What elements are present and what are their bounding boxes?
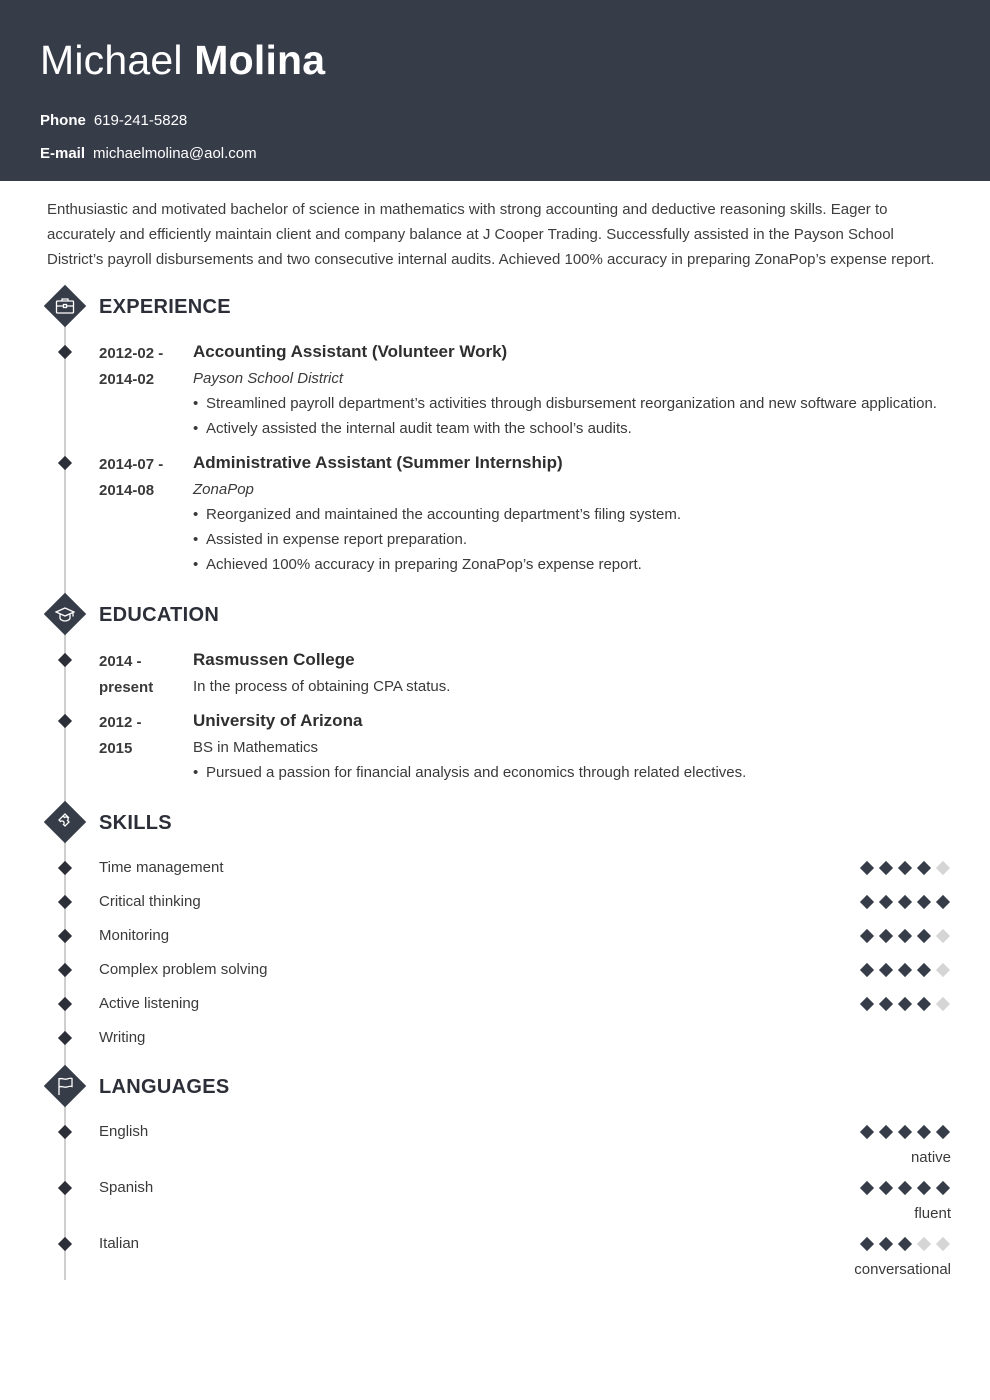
skill-rating (861, 861, 949, 875)
skill-item (99, 1028, 951, 1048)
rating-diamond-filled (898, 861, 912, 875)
candidate-name (40, 36, 325, 84)
rating-diamond-empty (936, 1237, 950, 1251)
rating-diamond-filled (879, 963, 893, 977)
entry-date (99, 341, 189, 393)
duty-item: • Achieved 100% accuracy in preparing ZonaPop’s expense report. (193, 552, 953, 577)
email-value[interactable]: michaelmolina@aol.com (93, 145, 257, 162)
language-level: native (910, 1149, 951, 1166)
education-notes (193, 760, 953, 785)
skill-item (99, 892, 951, 912)
rating-diamond-filled (860, 1125, 874, 1139)
school-name: University of Arizona (193, 711, 363, 730)
rating-diamond-filled (879, 1237, 893, 1251)
rating-diamond-filled (879, 929, 893, 943)
language-item (99, 1122, 951, 1168)
contact-email (40, 145, 257, 163)
contact-phone (40, 112, 187, 130)
rating-diamond-filled (860, 895, 874, 909)
rating-diamond-filled (936, 895, 950, 909)
rating-diamond-filled (898, 1237, 912, 1251)
language-name: Spanish (99, 1179, 154, 1196)
rating-diamond-filled (898, 1125, 912, 1139)
rating-diamond-filled (860, 1237, 874, 1251)
skill-rating (861, 997, 949, 1011)
skill-item (99, 994, 951, 1014)
skill-name: Active listening (99, 995, 200, 1012)
skill-name: Monitoring (99, 927, 170, 944)
job-duties (193, 391, 953, 441)
section-education-header (44, 593, 644, 635)
rating-diamond-filled (898, 1181, 912, 1195)
phone-label: Phone (40, 112, 86, 129)
language-rating (861, 1125, 949, 1139)
section-experience-header (44, 285, 644, 327)
rating-diamond-empty (936, 997, 950, 1011)
date-start: 2012-02 - (99, 345, 164, 362)
briefcase-icon (44, 285, 86, 327)
resume-header (0, 0, 990, 181)
skill-name: Time management (99, 859, 224, 876)
skill-rating (861, 895, 949, 909)
language-rating (861, 1181, 949, 1195)
timeline-bullet (58, 861, 72, 875)
timeline-bullet (58, 1237, 72, 1251)
email-label: E-mail (40, 145, 86, 162)
rating-diamond-filled (917, 963, 931, 977)
rating-diamond-filled (936, 1125, 950, 1139)
duty-item: • Actively assisted the internal audit team with the school’s audits. (193, 416, 953, 441)
rating-diamond-empty (917, 1237, 931, 1251)
rating-diamond-filled (917, 997, 931, 1011)
rating-diamond-filled (917, 861, 931, 875)
entry-date (99, 710, 189, 762)
timeline-bullet (58, 1031, 72, 1045)
rating-diamond-filled (860, 997, 874, 1011)
rating-diamond-filled (879, 997, 893, 1011)
timeline-bullet (58, 714, 72, 728)
rating-diamond-filled (879, 1125, 893, 1139)
language-name: Italian (99, 1235, 140, 1252)
timeline-bullet (58, 1125, 72, 1139)
skill-item (99, 960, 951, 980)
rating-diamond-filled (898, 929, 912, 943)
skill-item (99, 858, 951, 878)
rating-diamond-filled (936, 1181, 950, 1195)
rating-diamond-filled (898, 963, 912, 977)
timeline-bullet (58, 456, 72, 470)
rating-diamond-filled (879, 1181, 893, 1195)
skill-rating (861, 963, 949, 977)
duty-item: • Reorganized and maintained the accounting department’s filing system. (193, 502, 953, 527)
rating-diamond-empty (936, 963, 950, 977)
flag-icon (44, 1065, 86, 1107)
job-duties (193, 502, 953, 577)
rating-diamond-filled (860, 963, 874, 977)
duty-item: • Streamlined payroll department’s activities through disbursement reorganization and new software application. (193, 391, 953, 416)
section-title: EXPERIENCE (99, 296, 231, 318)
section-skills-header (44, 801, 644, 843)
rating-diamond-empty (936, 861, 950, 875)
last-name: Molina (194, 37, 326, 83)
job-title: Administrative Assistant (Summer Internship) (193, 453, 563, 472)
rating-diamond-filled (917, 1181, 931, 1195)
timeline-bullet (58, 895, 72, 909)
timeline-bullet (58, 963, 72, 977)
rating-diamond-filled (898, 997, 912, 1011)
puzzle-piece-icon (44, 801, 86, 843)
skill-name: Complex problem solving (99, 961, 268, 978)
language-item (99, 1234, 951, 1280)
degree-detail: BS in Mathematics (193, 739, 319, 756)
rating-diamond-filled (860, 861, 874, 875)
entry-date (99, 452, 189, 504)
rating-diamond-filled (917, 1125, 931, 1139)
rating-diamond-filled (917, 929, 931, 943)
timeline-bullet (58, 929, 72, 943)
graduation-cap-icon (44, 593, 86, 635)
rating-diamond-filled (917, 895, 931, 909)
first-name: Michael (40, 37, 183, 83)
section-title: EDUCATION (99, 604, 220, 626)
language-level: fluent (914, 1205, 951, 1222)
timeline-bullet (58, 653, 72, 667)
timeline-bullet (58, 997, 72, 1011)
job-title: Accounting Assistant (Volunteer Work) (193, 342, 508, 361)
date-start: 2014 - (99, 653, 142, 670)
rating-diamond-empty (936, 929, 950, 943)
note-item: • Pursued a passion for financial analysis and economics through related electives. (193, 760, 953, 785)
profile-summary: Enthusiastic and motivated bachelor of science in mathematics with strong accounting and deductive reasoning skills. Eager to accurately and efficiently maintain client and company balance at J Cooper Trading. Successfully assisted in the Payson School District’s payroll disbursements and two consecutive internal audits. Achieved 100% accuracy in preparing ZonaPop’s expense report. (47, 201, 935, 268)
language-rating (861, 1237, 949, 1251)
degree-detail: In the process of obtaining CPA status. (193, 678, 451, 695)
timeline-bullet (58, 345, 72, 359)
skill-name: Writing (99, 1029, 146, 1046)
date-end: 2015 (99, 740, 133, 757)
language-name: English (99, 1123, 149, 1140)
date-end: 2014-02 (99, 371, 155, 388)
section-title: LANGUAGES (99, 1076, 230, 1098)
skill-item (99, 926, 951, 946)
date-start: 2012 - (99, 714, 142, 731)
language-item (99, 1178, 951, 1224)
entry-date (99, 649, 189, 701)
duty-item: • Assisted in expense report preparation. (193, 527, 953, 552)
rating-diamond-filled (879, 861, 893, 875)
employer: ZonaPop (193, 481, 254, 498)
skill-name: Critical thinking (99, 893, 201, 910)
date-start: 2014-07 - (99, 456, 164, 473)
section-languages-header (44, 1065, 644, 1107)
rating-diamond-filled (898, 895, 912, 909)
rating-diamond-filled (879, 895, 893, 909)
date-end: 2014-08 (99, 482, 155, 499)
employer: Payson School District (193, 370, 344, 387)
language-level: conversational (854, 1261, 951, 1278)
skill-rating (861, 929, 949, 943)
section-title: SKILLS (99, 812, 172, 834)
rating-diamond-filled (860, 1181, 874, 1195)
school-name: Rasmussen College (193, 650, 355, 669)
timeline-bullet (58, 1181, 72, 1195)
date-end: present (99, 679, 154, 696)
phone-value: 619-241-5828 (93, 112, 188, 129)
rating-diamond-filled (860, 929, 874, 943)
